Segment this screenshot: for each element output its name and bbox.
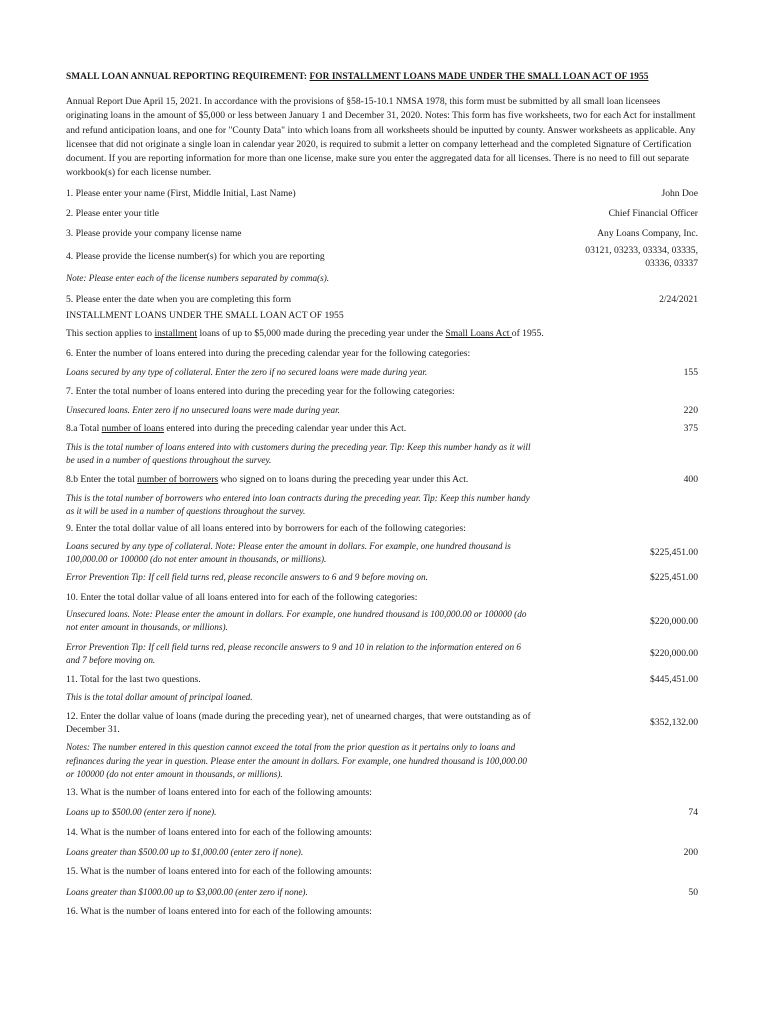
question-13-label: 13. What is the number of loans entered into for each of the following amounts: <box>66 787 372 799</box>
question-9-tip-answer[interactable]: $225,451.00 <box>650 572 698 584</box>
question-14-sub: Loans greater than $500.00 up to $1,000.00 (enter zero if none). <box>66 847 304 858</box>
report-form <box>66 72 698 918</box>
question-8b <box>66 473 698 486</box>
question-12 <box>66 710 698 737</box>
question-2 <box>66 207 698 220</box>
question-8b-underline: number of borrowers <box>137 473 219 485</box>
question-8b-answer[interactable]: 400 <box>683 473 698 485</box>
question-14-answer[interactable]: 200 <box>683 847 698 859</box>
question-3-answer[interactable]: Any Loans Company, Inc. <box>597 228 698 240</box>
question-9-tip-text: Error Prevention Tip: If cell field turns red, please reconcile answers to 6 and 9 before moving on. <box>66 572 428 583</box>
question-9 <box>66 540 698 567</box>
question-9-tip <box>66 571 698 584</box>
question-10 <box>66 608 698 635</box>
section-intro-underline-2: Small Loans Act <box>445 328 512 340</box>
question-9-sub: Loans secured by any type of collateral. Note: Please enter the amount in dollars. For example, one hundred thousand is 100,000.00 or 100000 (do not enter amount in thousands, or millions). <box>66 540 511 565</box>
question-16-label: 16. What is the number of loans entered into for each of the following amounts: <box>66 905 372 917</box>
question-14-label: 14. What is the number of loans entered into for each of the following amounts: <box>66 826 372 838</box>
question-11-label: 11. Total for the last two questions. <box>66 674 201 686</box>
question-8a-note: This is the total number of loans entered into with customers during the preceding year. Tip: Keep this number handy as it will be used in a number of questions throughout the survey. <box>66 441 531 466</box>
question-4-answer[interactable]: 03121, 03233, 03334, 03335, 03336, 03337 <box>585 244 698 269</box>
question-8b-text-1: 8.b Enter the total <box>66 473 138 485</box>
question-8a-answer[interactable]: 375 <box>683 422 698 434</box>
question-6-answer[interactable]: 155 <box>683 366 698 378</box>
question-3 <box>66 227 698 240</box>
section-intro-text-1: This section applies to <box>66 328 155 340</box>
question-12-label: 12. Enter the dollar value of loans (made during the preceding year), net of unearned charges, that were outstanding as of December 31. <box>66 710 531 735</box>
question-1 <box>66 187 698 200</box>
question-15-label: 15. What is the number of loans entered into for each of the following amounts: <box>66 866 372 878</box>
question-12-note: Notes: The number entered in this question cannot exceed the total from the prior question as it pertains only to loans and refinances during the year in question. Please enter the amount in dollars. For example, one hundred thousand is 100,000.00 or 100000 (do not enter amount in thousands, or millions). <box>66 742 527 779</box>
question-1-answer[interactable]: John Doe <box>661 187 698 199</box>
question-13-answer[interactable]: 74 <box>688 807 698 819</box>
question-9-label: 9. Enter the total dollar value of all loans entered into by borrowers for each of the following categories: <box>66 523 466 535</box>
form-title <box>66 72 698 82</box>
question-5-label: 5. Please enter the date when you are completing this form <box>66 293 292 305</box>
question-2-label: 2. Please enter your title <box>66 208 159 220</box>
question-11 <box>66 673 698 686</box>
question-1-label: 1. Please enter your name (First, Middle Initial, Last Name) <box>66 187 296 199</box>
question-15-sub: Loans greater than $1000.00 up to $3,000.00 (enter zero if none). <box>66 886 308 897</box>
title-underlined: FOR INSTALLMENT LOANS MADE UNDER THE SMALL LOAN ACT OF 1955 <box>309 72 649 82</box>
question-4 <box>66 244 698 271</box>
question-10-answer[interactable]: $220,000.00 <box>650 615 698 627</box>
section-intro <box>66 327 546 340</box>
question-6 <box>66 366 698 379</box>
question-14 <box>66 846 698 859</box>
question-15-answer[interactable]: 50 <box>688 886 698 898</box>
question-4-label: 4. Please provide the license number(s) for which you are reporting <box>66 251 325 263</box>
question-13-sub: Loans up to $500.00 (enter zero if none). <box>66 807 217 818</box>
question-13 <box>66 806 698 819</box>
question-5 <box>66 293 698 306</box>
question-8a-label <box>66 422 684 435</box>
question-6-label: 6. Enter the number of loans entered into during the preceding calendar year for the following categories: <box>66 348 471 360</box>
question-11-answer[interactable]: $445,451.00 <box>650 674 698 686</box>
question-8a-text-1: 8.a Total <box>66 422 102 434</box>
question-5-answer[interactable]: 2/24/2021 <box>659 293 698 305</box>
intro-paragraph: Annual Report Due April 15, 2021. In accordance with the provisions of §58-15-10.1 NMSA 1978, this form must be submitted by all small loan licensees originating loans in the amount of $5,000 or less between January 1 and December 31, 2020. Notes: This form has five worksheets, two for each Act for installment and refund anticipation loans, and one for "County Data" into which loans from all worksheets should be inputted by county. Answer worksheets as applicable. Any licensee that did not originate a single loan in calendar year 2020, is required to submit a letter on company letterhead and the completed Signature of Certification document. If you are reporting information for more than one license, make sure you enter the aggregated data for all licenses. There is no need to fill out separate workbook(s) for each license number. <box>66 96 696 179</box>
question-8b-note: This is the total number of borrowers who entered into loan contracts during the preceding year. Tip: Keep this number handy as it will be used in a number of questions throughout the survey. <box>66 492 530 517</box>
question-8a <box>66 422 698 435</box>
question-6-sub: Loans secured by any type of collateral. Enter the zero if no secured loans were made during year. <box>66 366 428 377</box>
question-10-label: 10. Enter the total dollar value of all loans entered into for each of the following categories: <box>66 591 418 603</box>
question-8a-text-2: entered into during the preceding calendar year under this Act. <box>164 422 407 434</box>
question-15 <box>66 886 698 899</box>
question-8b-label <box>66 473 684 486</box>
question-3-label: 3. Please provide your company license name <box>66 228 242 240</box>
question-8a-underline: number of loans <box>101 422 165 434</box>
question-10-sub: Unsecured loans. Note: Please enter the amount in dollars. For example, one hundred thousand is 100,000.00 or 100000 (do not enter amount in thousands, or millions). <box>66 608 527 633</box>
question-11-note: This is the total dollar amount of principal loaned. <box>66 692 253 703</box>
question-10-tip <box>66 641 698 668</box>
question-12-answer[interactable]: $352,132.00 <box>650 717 698 729</box>
question-9-answer[interactable]: $225,451.00 <box>650 547 698 559</box>
question-10-tip-text: Error Prevention Tip: If cell field turns red, please reconcile answers to 9 and 10 in relation to the information entered on 6 and 7 before moving on. <box>66 641 521 665</box>
question-8b-text-2: who signed on to loans during the preceding year under this Act. <box>218 473 469 485</box>
section-intro-text-3: of 1955. <box>511 328 544 340</box>
title-prefix: SMALL LOAN ANNUAL REPORTING REQUIREMENT: <box>66 72 310 82</box>
section-intro-text-2: loans of up to $5,000 made during the preceding year under the <box>197 328 446 340</box>
question-7-sub: Unsecured loans. Enter zero if no unsecured loans were made during year. <box>66 405 340 416</box>
question-4-note: Note: Please enter each of the license numbers separated by comma(s). <box>66 273 330 284</box>
question-7 <box>66 404 698 417</box>
question-10-tip-answer[interactable]: $220,000.00 <box>650 648 698 660</box>
question-7-label: 7. Enter the total number of loans entered into during the preceding year for the following categories: <box>66 386 455 398</box>
section-intro-underline-1: installment <box>154 328 198 340</box>
question-2-answer[interactable]: Chief Financial Officer <box>608 208 698 220</box>
section-heading: INSTALLMENT LOANS UNDER THE SMALL LOAN ACT OF 1955 <box>66 309 344 321</box>
question-7-answer[interactable]: 220 <box>683 405 698 417</box>
